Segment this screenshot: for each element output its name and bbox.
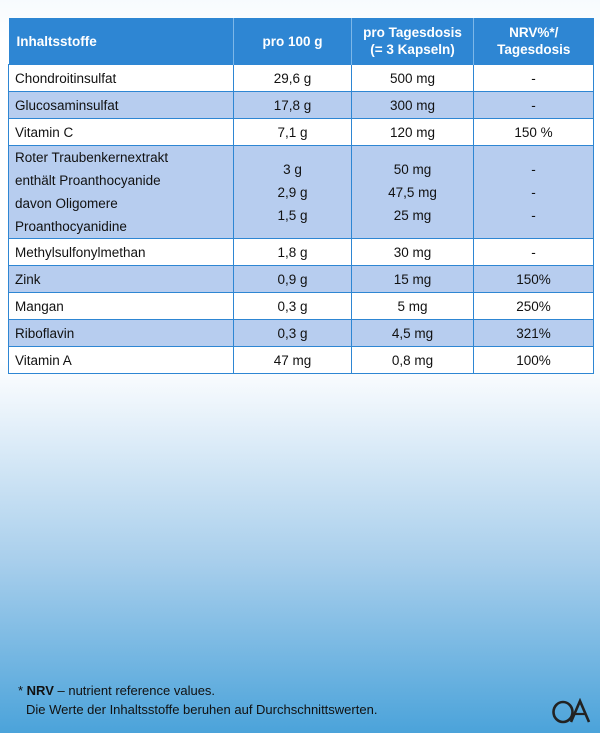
value-nrv: - [531,184,536,200]
value-nrv: - [531,161,536,177]
ingredient-name: Glucosaminsulfat [15,97,119,113]
value-per-100g-cell [234,65,352,92]
table-row [9,266,594,293]
value-per-daily-dose: 47,5 mg [388,184,437,200]
footnote-nrv-definition: – nutrient reference values. [53,683,216,698]
table-row [9,239,594,266]
table-row [9,320,594,347]
value-per-daily-dose-cell [352,119,474,146]
value-per-100g-cell [234,293,352,320]
value-nrv-cell [474,347,594,374]
ingredient-name-cell [9,146,234,239]
table-row [9,146,594,239]
value-nrv-cell [474,119,594,146]
table-row [9,293,594,320]
value-per-daily-dose: 0,8 mg [391,352,434,368]
ingredient-name-cell [9,266,234,293]
value-nrv-cell [474,266,594,293]
value-nrv: 150% [516,271,551,287]
value-per-daily-dose: 30 mg [393,244,432,260]
value-per-daily-dose: 5 mg [397,298,428,314]
ingredient-name: enthält Proanthocyanide [15,173,161,188]
value-nrv: - [531,97,536,113]
value-nrv: - [531,70,536,86]
value-per-daily-dose: 4,5 mg [391,325,434,341]
footnote-average-values: Die Werte der Inhaltsstoffe beruhen auf Durchschnittswerten. [26,702,378,717]
header-per-daily-dose [352,18,474,65]
value-per-100g-cell [234,347,352,374]
value-per-daily-dose-cell [352,239,474,266]
ingredient-name: Chondroitinsulfat [15,70,117,86]
value-per-daily-dose: 15 mg [393,271,432,287]
header-nrv [474,18,594,65]
footnote-nrv-abbrev: NRV [26,683,54,698]
value-per-100g: 0,9 g [277,271,308,287]
header-per-daily-dose-line2: (= 3 Kapseln) [370,42,455,57]
table-row [9,65,594,92]
value-per-100g: 47 mg [273,352,312,368]
ingredient-name: davon Oligomere Proanthocyanidine [15,196,127,234]
value-nrv-cell [474,293,594,320]
value-per-100g: 7,1 g [277,124,308,140]
value-per-100g-cell [234,119,352,146]
value-nrv: 100% [516,352,551,368]
ingredient-name: Mangan [15,298,64,314]
value-per-100g-cell [234,266,352,293]
header-nrv-line1: NRV%*/ [509,25,559,40]
value-per-daily-dose-cell [352,293,474,320]
header-ingredients: Inhaltsstoffe [9,18,234,65]
ingredient-name: Vitamin C [15,124,74,140]
footnote-prefix: * [18,683,27,698]
value-per-100g-cell [234,146,352,239]
value-per-daily-dose-cell [352,320,474,347]
value-per-100g: 3 g [283,161,302,177]
brand-logo-icon [551,698,591,726]
table-row [9,92,594,119]
value-per-daily-dose-cell [352,65,474,92]
value-nrv: 250% [516,298,551,314]
value-nrv-cell [474,320,594,347]
value-per-100g: 0,3 g [277,325,308,341]
ingredient-name: Riboflavin [15,325,75,341]
nutrition-table [8,18,594,374]
value-per-daily-dose-cell [352,92,474,119]
value-per-100g: 17,8 g [273,97,312,113]
value-nrv-cell [474,65,594,92]
header-per-daily-dose-line1: pro Tagesdosis [363,25,462,40]
value-per-100g: 2,9 g [277,184,308,200]
value-per-daily-dose: 25 mg [393,207,432,223]
header-nrv-line2: Tagesdosis [497,42,571,57]
value-nrv: 321% [516,325,551,341]
footnote [18,681,538,719]
value-per-daily-dose-cell [352,347,474,374]
ingredient-name-cell [9,65,234,92]
value-per-100g: 29,6 g [273,70,312,86]
value-nrv: - [531,244,536,260]
ingredient-name: Vitamin A [15,352,72,368]
value-per-100g: 1,5 g [277,207,308,223]
table-body [9,65,594,374]
ingredient-name: Roter Traubenkernextrakt [15,150,169,165]
value-per-100g: 0,3 g [277,298,308,314]
ingredient-name-cell [9,119,234,146]
nutrition-table-container [8,18,593,374]
value-per-daily-dose: 120 mg [389,124,436,140]
ingredient-name-cell [9,347,234,374]
value-per-100g-cell [234,320,352,347]
table-header-row [9,18,594,65]
ingredient-name-cell [9,239,234,266]
value-per-100g: 1,8 g [277,244,308,260]
ingredient-name-cell [9,92,234,119]
value-per-daily-dose: 50 mg [393,161,432,177]
ingredient-name: Zink [15,271,41,287]
value-per-100g-cell [234,92,352,119]
value-per-daily-dose: 500 mg [389,70,436,86]
table-row [9,119,594,146]
value-nrv: 150 % [514,124,553,140]
table-row [9,347,594,374]
value-per-daily-dose-cell [352,146,474,239]
value-per-daily-dose: 300 mg [389,97,436,113]
header-per-100g: pro 100 g [234,18,352,65]
value-nrv-cell [474,239,594,266]
value-per-daily-dose-cell [352,266,474,293]
value-nrv-cell [474,146,594,239]
value-nrv: - [531,207,536,223]
value-per-100g-cell [234,239,352,266]
ingredient-name-cell [9,320,234,347]
ingredient-name-cell [9,293,234,320]
value-nrv-cell [474,92,594,119]
ingredient-name: Methylsulfonylmethan [15,244,146,260]
